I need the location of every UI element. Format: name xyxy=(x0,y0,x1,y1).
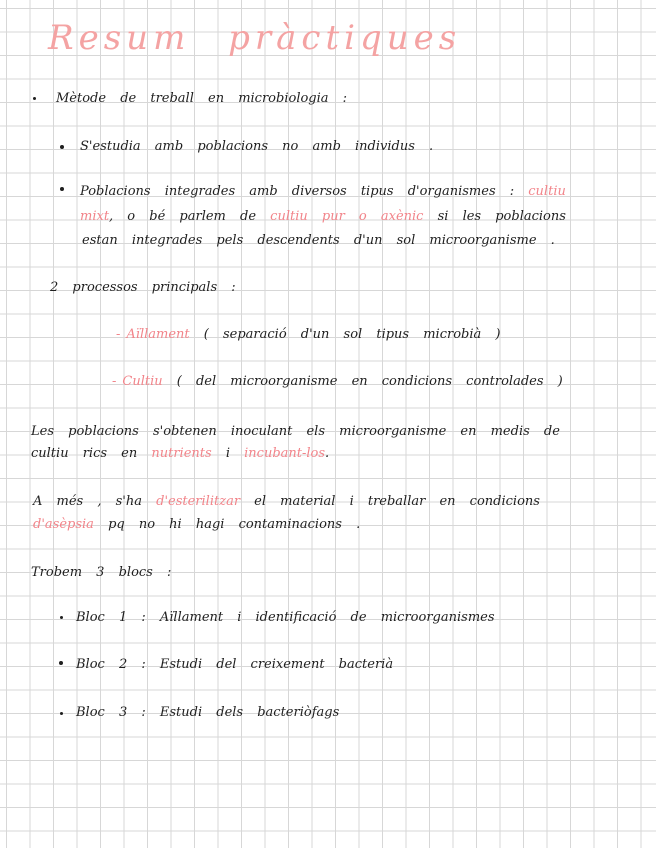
text-segment: Poblacions integrades amb diversos tipus d'organismes : xyxy=(80,184,515,199)
bloc-label: Bloc 2 : xyxy=(76,657,146,672)
page-title: Resum pràctiques xyxy=(48,18,462,58)
text-segment: A més , s'ha xyxy=(33,494,142,509)
text-segment: si les poblacions xyxy=(437,209,566,224)
term-nutrients: nutrients xyxy=(151,446,212,461)
proces-desc: ( del microorganisme en condicions controlades ) xyxy=(176,374,563,389)
proces-desc: ( separació d'un sol tipus microbià ) xyxy=(203,327,501,342)
dash-marker: - xyxy=(112,374,117,389)
text-segment: pq no hi hagi contaminacions . xyxy=(108,517,361,532)
bullet-dot xyxy=(60,145,64,149)
bullet-integrades-line2 xyxy=(80,207,566,227)
proces-aillament xyxy=(116,325,500,345)
bullet-poblacions: S'estudia amb poblacions no amb individus . xyxy=(80,139,434,154)
term-cultiu-proces: Cultiu xyxy=(122,374,163,389)
bullet-dot xyxy=(60,616,63,619)
term-mixt: mixt xyxy=(80,209,110,224)
bullet-integrades-line3: estan integrades pels descendents d'un sol microorganisme . xyxy=(82,233,555,248)
bloc-text: Estudi del creixement bacterià xyxy=(159,657,394,672)
processos-label: processos principals : xyxy=(72,280,236,295)
bloc-item-3 xyxy=(76,703,339,723)
processos-number: 2 xyxy=(50,280,59,295)
bullet-dot xyxy=(60,187,64,191)
bloc-text: Estudi dels bacteriòfags xyxy=(159,705,340,720)
para-poblacions-line2 xyxy=(31,444,329,464)
term-aillament: Aïllament xyxy=(126,327,190,342)
section-heading-metode: Mètode de treball en microbiologia : xyxy=(56,91,348,106)
proces-cultiu xyxy=(112,372,563,392)
term-cultiu-pur: cultiu pur o axènic xyxy=(270,209,424,224)
text-segment: i xyxy=(225,446,230,461)
bloc-item-2 xyxy=(76,655,393,675)
term-asepsia: d'asèpsia xyxy=(33,517,94,532)
dash-marker: - xyxy=(116,327,121,342)
processos-heading xyxy=(50,278,236,298)
para-asepsia-line1 xyxy=(33,492,540,512)
term-esterilitzar: d'esterilitzar xyxy=(156,494,241,509)
bullet-dot xyxy=(60,712,63,715)
text-segment: . xyxy=(325,446,330,461)
bullet-dot xyxy=(33,97,36,100)
term-cultiu: cultiu xyxy=(528,184,566,199)
text-segment: el material i treballar en condicions xyxy=(254,494,540,509)
bullet-integrades-line1 xyxy=(80,182,566,202)
term-incubant: incubant-los xyxy=(244,446,326,461)
para-asepsia-line2 xyxy=(33,515,360,535)
bloc-label: Bloc 3 : xyxy=(76,705,146,720)
bullet-dot xyxy=(59,661,63,665)
bloc-label: Bloc 1 : xyxy=(76,610,146,625)
bloc-text: Aïllament i identificació de microorganismes xyxy=(159,610,495,625)
para-poblacions-line1: Les poblacions s'obtenen inoculant els microorganisme en medis de xyxy=(31,424,560,439)
bloc-item-1 xyxy=(76,608,495,628)
text-segment: , o bé parlem de xyxy=(109,209,257,224)
text-segment: cultiu rics en xyxy=(31,446,138,461)
blocs-heading: Trobem 3 blocs : xyxy=(31,565,172,580)
